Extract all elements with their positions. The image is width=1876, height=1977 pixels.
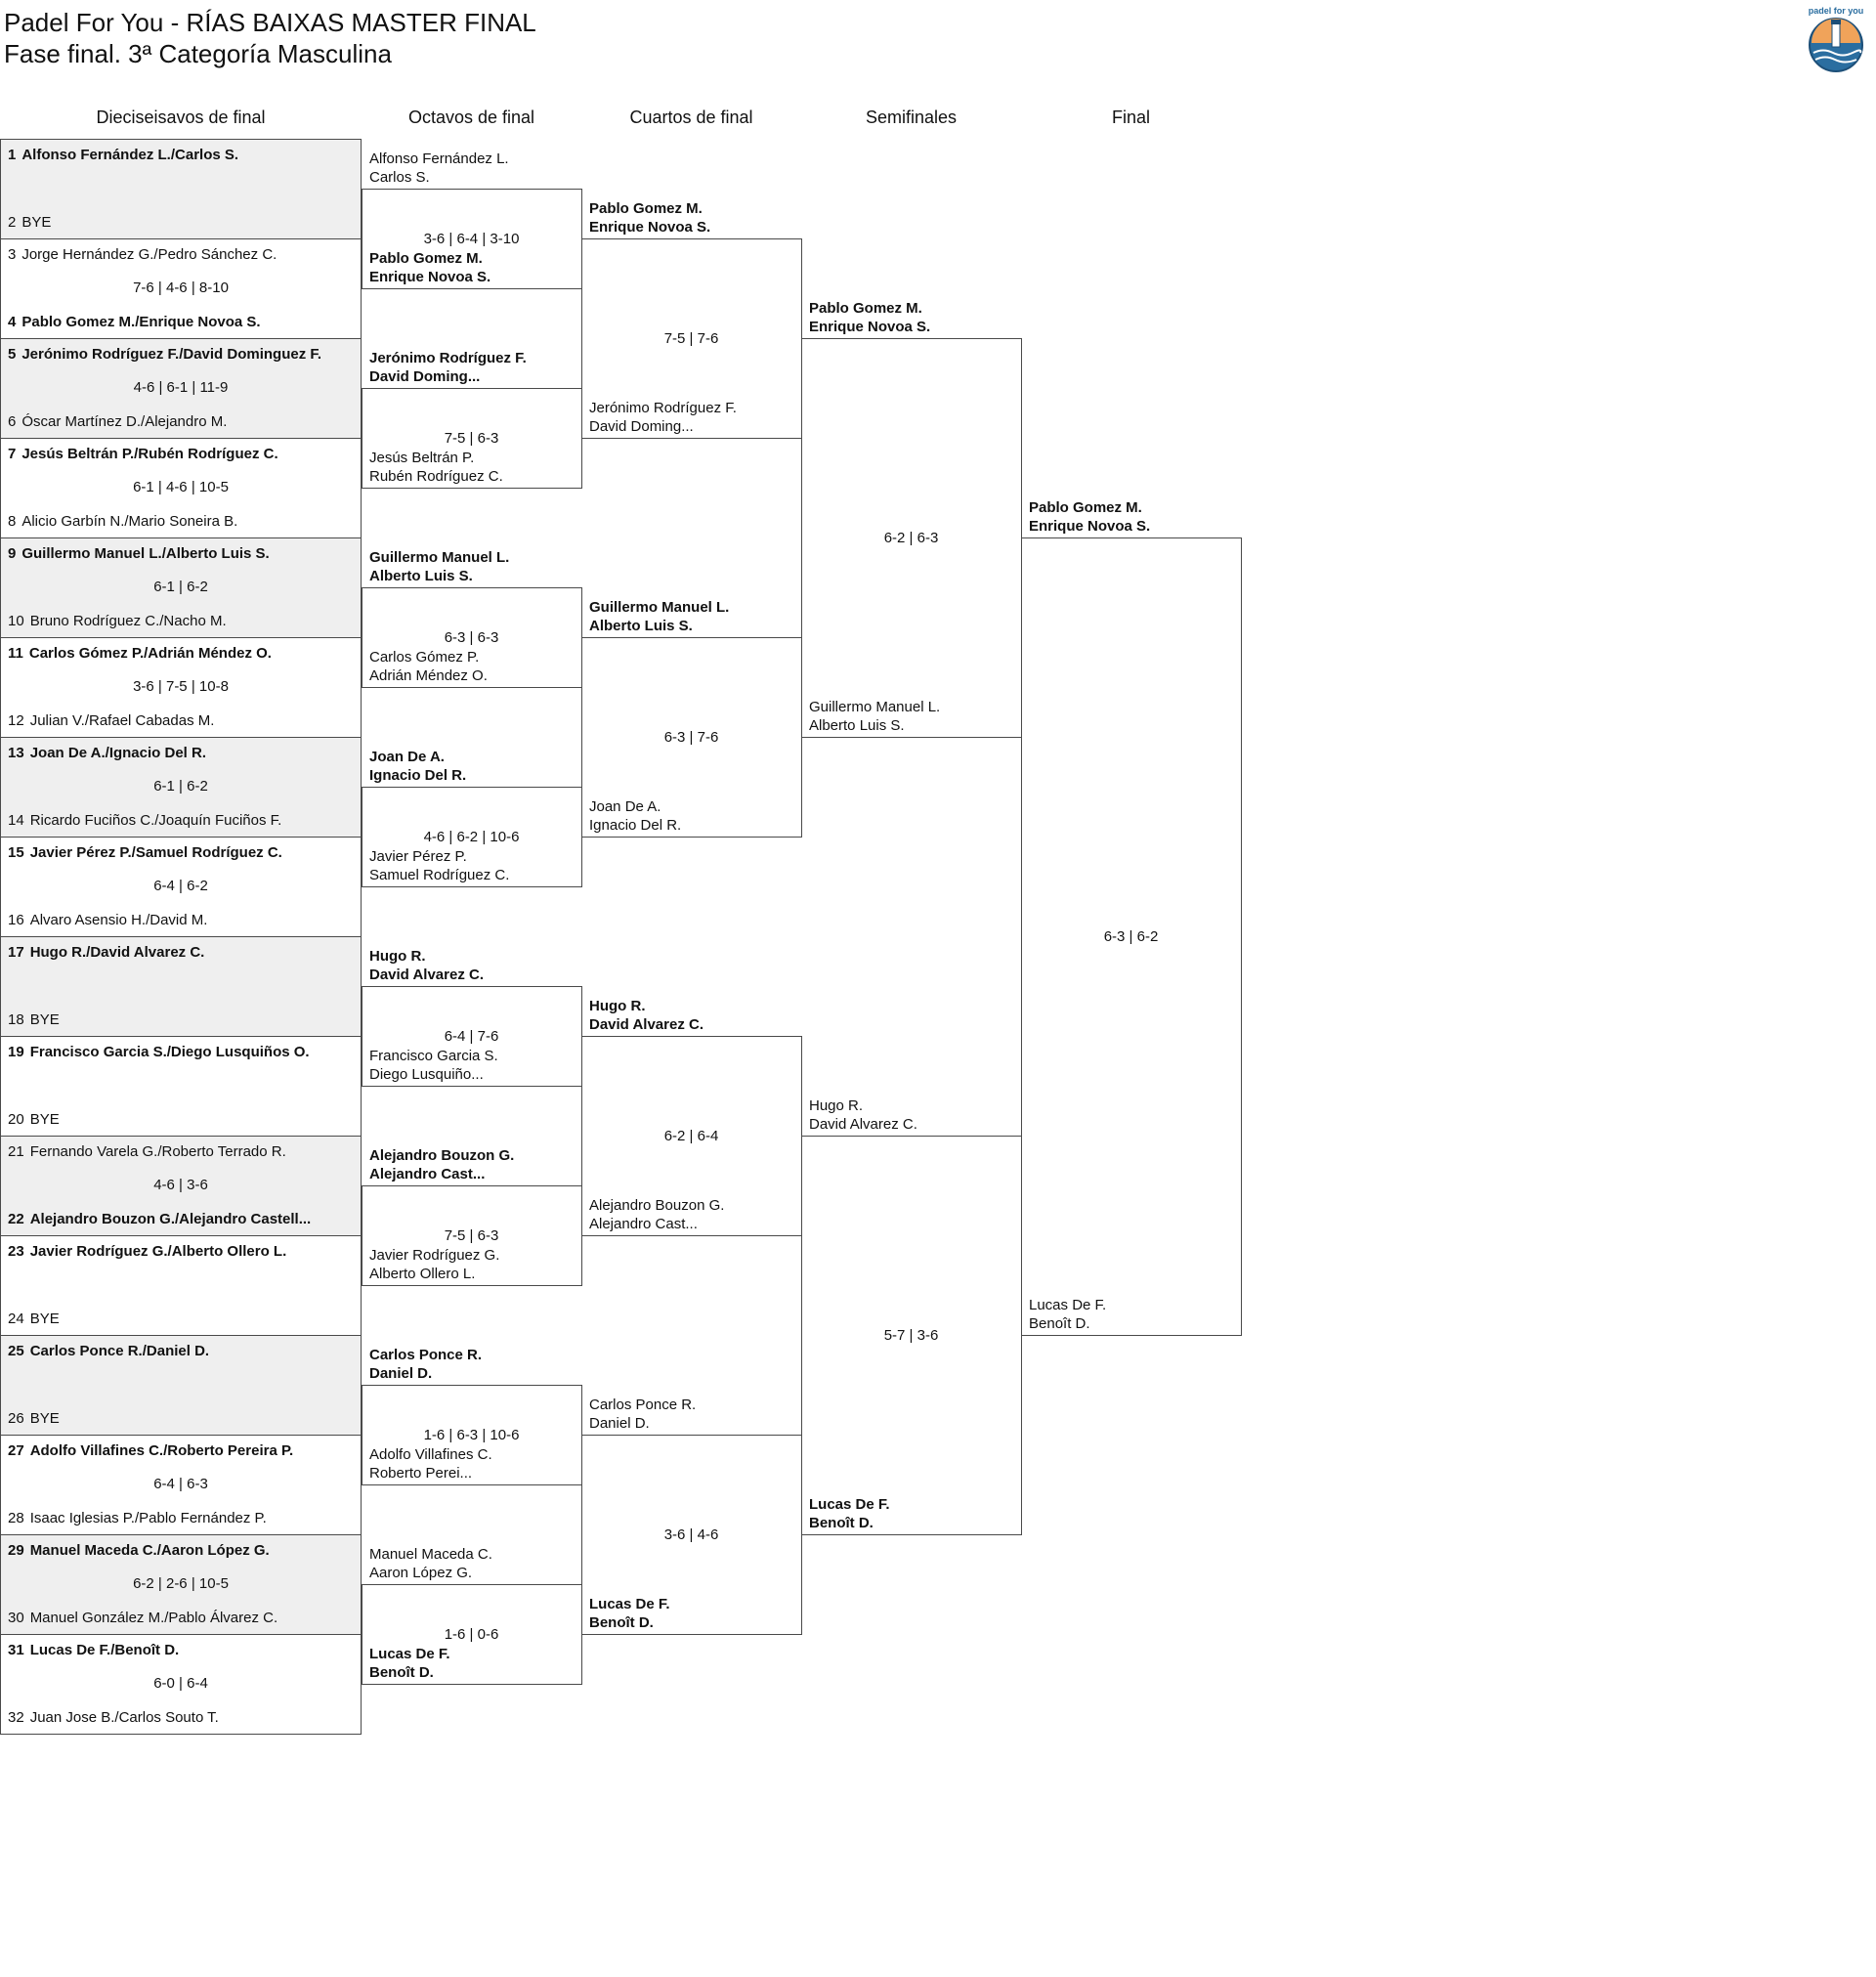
team-entry (369, 150, 509, 187)
match-score: 6-2 | 6-3 (883, 530, 939, 546)
match-score: 6-4 | 7-6 (444, 1028, 499, 1045)
seed-number: 25 (8, 1343, 24, 1359)
match-score: 4-6 | 6-1 | 11-9 (133, 379, 229, 396)
player-name: Pablo Gomez M. (589, 200, 703, 217)
player-name: Hugo R. (369, 948, 426, 965)
round-header: Final (1111, 107, 1150, 127)
player-name: Adolfo Villafines C. (369, 1446, 492, 1463)
team-entry (8, 1043, 310, 1061)
player-name: Daniel D. (589, 1415, 650, 1432)
match-score: 3-6 | 4-6 (663, 1526, 719, 1543)
match-score: 6-4 | 6-3 (153, 1476, 208, 1492)
seed-number: 15 (8, 844, 24, 861)
team-name: Guillermo Manuel L./Alberto Luis S. (21, 545, 270, 562)
team-entry (8, 445, 278, 463)
player-name: Javier Pérez P. (369, 848, 467, 865)
seed-number: 5 (8, 346, 17, 363)
team-entry (8, 345, 321, 364)
player-name: Lucas De F. (1029, 1297, 1107, 1313)
team-name: Carlos Gómez P./Adrián Méndez O. (28, 645, 272, 662)
player-name: Lucas De F. (369, 1646, 450, 1662)
team-name: Alfonso Fernández L./Carlos S. (21, 147, 239, 163)
match-score: 6-4 | 6-2 (153, 878, 208, 894)
seed-number: 30 (8, 1610, 24, 1626)
player-name: Enrique Novoa S. (369, 269, 491, 285)
team-name: BYE (29, 1311, 60, 1327)
player-name: Joan De A. (589, 798, 661, 815)
team-entry (589, 199, 710, 236)
team-entry (8, 245, 277, 264)
team-entry (8, 1441, 293, 1460)
match-score: 6-3 | 6-3 (444, 629, 499, 646)
team-entry (589, 399, 737, 436)
player-name: Alejandro Bouzon G. (369, 1147, 515, 1164)
team-entry (369, 349, 527, 386)
team-name: Alejandro Bouzon G./Alejandro Castell... (29, 1211, 312, 1227)
player-name: Enrique Novoa S. (1029, 518, 1151, 535)
team-entry (8, 811, 281, 830)
team-entry (369, 1545, 492, 1582)
seed-number: 14 (8, 812, 24, 829)
match-score: 6-2 | 6-4 (663, 1128, 719, 1144)
player-name: Carlos S. (369, 169, 430, 186)
team-entry (369, 249, 490, 286)
player-name: Aaron López G. (369, 1565, 473, 1581)
player-name: Alberto Luis S. (809, 717, 905, 734)
match-score: 4-6 | 3-6 (153, 1177, 208, 1193)
team-name: Óscar Martínez D./Alejandro M. (21, 413, 228, 430)
team-name: Fernando Varela G./Roberto Terrado R. (29, 1143, 286, 1160)
player-name: David Alvarez C. (809, 1116, 917, 1133)
team-entry (369, 947, 484, 984)
match-score: 6-2 | 2-6 | 10-5 (133, 1575, 229, 1592)
team-name: BYE (29, 1410, 60, 1427)
team-entry (809, 1096, 917, 1134)
team-entry (8, 1641, 179, 1659)
seed-number: 12 (8, 712, 24, 729)
seed-number: 3 (8, 246, 17, 263)
round-header: Cuartos de final (629, 107, 753, 127)
team-name: Javier Pérez P./Samuel Rodríguez C. (29, 844, 282, 861)
page-title: Padel For You - RÍAS BAIXAS MASTER FINAL (4, 8, 536, 37)
seed-number: 7 (8, 446, 17, 462)
player-name: Alejandro Cast... (589, 1216, 698, 1232)
team-entry (8, 911, 207, 929)
match-score: 6-3 | 7-6 (663, 729, 719, 746)
round-header: Dieciseisavos de final (96, 107, 266, 127)
team-entry (8, 1708, 219, 1727)
team-entry (8, 1609, 277, 1627)
match-score: 6-3 | 6-2 (1103, 928, 1159, 945)
team-entry (8, 213, 51, 232)
team-entry (589, 598, 729, 635)
seed-number: 8 (8, 513, 17, 530)
team-name: Bruno Rodríguez C./Nacho M. (29, 613, 227, 629)
team-entry (8, 412, 227, 431)
player-name: Alberto Ollero L. (369, 1266, 476, 1282)
seed-number: 16 (8, 912, 24, 928)
team-entry (8, 1110, 60, 1129)
team-entry (369, 748, 466, 785)
player-name: Alejandro Cast... (369, 1166, 486, 1182)
match-score: 6-0 | 6-4 (153, 1675, 208, 1692)
match-score: 7-5 | 6-3 (444, 430, 499, 447)
team-entry (8, 146, 238, 164)
team-name: Javier Rodríguez G./Alberto Ollero L. (29, 1243, 287, 1260)
team-name: Manuel Maceda C./Aaron López G. (29, 1542, 270, 1559)
seed-number: 6 (8, 413, 17, 430)
team-entry (809, 698, 940, 735)
player-name: Benoît D. (809, 1515, 874, 1531)
logo-text: padel for you (1808, 6, 1864, 16)
match-score: 7-5 | 7-6 (663, 330, 719, 347)
player-name: Francisco Garcia S. (369, 1048, 498, 1064)
team-entry (1029, 498, 1150, 536)
team-name: Adolfo Villafines C./Roberto Pereira P. (29, 1442, 294, 1459)
team-entry (809, 299, 930, 336)
seed-number: 21 (8, 1143, 24, 1160)
player-name: Carlos Ponce R. (369, 1347, 483, 1363)
match-score: 1-6 | 0-6 (444, 1626, 499, 1643)
player-name: Guillermo Manuel L. (809, 699, 941, 715)
team-entry (8, 1142, 286, 1161)
team-entry (8, 1010, 60, 1029)
team-entry (369, 1346, 482, 1383)
player-name: Jerónimo Rodríguez F. (589, 400, 737, 416)
seed-number: 32 (8, 1709, 24, 1726)
team-entry (809, 1495, 890, 1532)
match-score: 1-6 | 6-3 | 10-6 (423, 1427, 520, 1443)
player-name: Alberto Luis S. (369, 568, 473, 584)
page-subtitle: Fase final. 3ª Categoría Masculina (4, 39, 392, 68)
team-name: BYE (29, 1011, 60, 1028)
seed-number: 4 (8, 314, 17, 330)
team-entry (589, 1396, 696, 1433)
player-name: Hugo R. (809, 1097, 864, 1114)
seed-number: 28 (8, 1510, 24, 1526)
player-name: David Alvarez C. (369, 967, 484, 983)
team-entry (369, 1645, 450, 1682)
team-entry (8, 1342, 209, 1360)
player-name: Carlos Gómez P. (369, 649, 480, 666)
team-name: Manuel González M./Pablo Álvarez C. (29, 1610, 278, 1626)
match-score: 3-6 | 6-4 | 3-10 (423, 231, 520, 247)
team-entry (8, 644, 272, 663)
player-name: David Doming... (589, 418, 694, 435)
seed-number: 19 (8, 1044, 24, 1060)
seed-number: 22 (8, 1211, 24, 1227)
team-entry (8, 1242, 286, 1261)
team-name: Jorge Hernández G./Pedro Sánchez C. (21, 246, 277, 263)
team-entry (8, 843, 282, 862)
team-entry (369, 1445, 492, 1483)
team-name: Alicio Garbín N./Mario Soneira B. (21, 513, 238, 530)
match-score: 7-5 | 6-3 (444, 1227, 499, 1244)
player-name: Enrique Novoa S. (589, 219, 711, 236)
player-name: Pablo Gomez M. (1029, 499, 1142, 516)
player-name: Guillermo Manuel L. (369, 549, 510, 566)
player-name: Enrique Novoa S. (809, 319, 931, 335)
team-entry (8, 943, 204, 962)
team-entry (369, 548, 509, 585)
team-entry (8, 1509, 267, 1527)
team-entry (8, 612, 227, 630)
player-name: Benoît D. (369, 1664, 434, 1681)
match-score: 6-1 | 6-2 (153, 579, 208, 595)
player-name: Jesús Beltrán P. (369, 450, 475, 466)
player-name: Ignacio Del R. (369, 767, 467, 784)
match-score: 3-6 | 7-5 | 10-8 (133, 678, 229, 695)
seed-number: 23 (8, 1243, 24, 1260)
team-name: Pablo Gomez M./Enrique Novoa S. (21, 314, 261, 330)
team-name: Julian V./Rafael Cabadas M. (29, 712, 215, 729)
player-name: Joan De A. (369, 749, 445, 765)
player-name: Alberto Luis S. (589, 618, 693, 634)
team-name: Lucas De F./Benoît D. (29, 1642, 180, 1658)
match-score: 6-1 | 4-6 | 10-5 (133, 479, 229, 495)
team-entry (8, 744, 206, 762)
team-name: Alvaro Asensio H./David M. (29, 912, 208, 928)
team-name: Ricardo Fuciños C./Joaquín Fuciños F. (29, 812, 282, 829)
player-name: Hugo R. (589, 998, 646, 1014)
team-entry (8, 1210, 311, 1228)
team-entry (8, 1409, 60, 1428)
team-entry (8, 512, 237, 531)
player-name: Lucas De F. (589, 1596, 670, 1612)
team-entry (589, 797, 681, 835)
match-score: 4-6 | 6-2 | 10-6 (423, 829, 520, 845)
player-name: Pablo Gomez M. (809, 300, 922, 317)
team-entry (589, 1595, 670, 1632)
player-name: David Alvarez C. (589, 1016, 704, 1033)
seed-number: 2 (8, 214, 17, 231)
seed-number: 31 (8, 1642, 24, 1658)
player-name: Benoît D. (589, 1614, 654, 1631)
round-header: Semifinales (865, 107, 958, 127)
player-name: Samuel Rodríguez C. (369, 867, 510, 883)
player-name: Rubén Rodríguez C. (369, 468, 503, 485)
player-name: Pablo Gomez M. (369, 250, 483, 267)
team-entry (369, 648, 488, 685)
player-name: Ignacio Del R. (589, 817, 682, 834)
seed-number: 11 (8, 645, 23, 662)
seed-number: 24 (8, 1311, 24, 1327)
team-entry (589, 997, 704, 1034)
player-name: Javier Rodríguez G. (369, 1247, 500, 1264)
player-name: Manuel Maceda C. (369, 1546, 492, 1563)
player-name: Lucas De F. (809, 1496, 890, 1513)
player-name: David Doming... (369, 368, 481, 385)
player-name: Diego Lusquiño... (369, 1066, 484, 1083)
round-header: Octavos de final (407, 107, 535, 127)
team-entry (369, 449, 503, 486)
seed-number: 18 (8, 1011, 24, 1028)
player-name: Guillermo Manuel L. (589, 599, 730, 616)
team-name: Carlos Ponce R./Daniel D. (29, 1343, 210, 1359)
team-entry (589, 1196, 724, 1233)
match-score: 5-7 | 3-6 (883, 1327, 939, 1344)
lighthouse-logo-icon (1806, 4, 1866, 78)
team-name: Francisco Garcia S./Diego Lusquiños O. (29, 1044, 310, 1060)
seed-number: 13 (8, 745, 24, 761)
player-name: Daniel D. (369, 1365, 433, 1382)
player-name: Alfonso Fernández L. (369, 150, 509, 167)
team-entry (369, 1246, 499, 1283)
team-name: Joan De A./Ignacio Del R. (29, 745, 207, 761)
team-entry (1029, 1296, 1106, 1333)
team-entry (8, 1541, 270, 1560)
seed-number: 20 (8, 1111, 24, 1128)
match-score: 6-1 | 6-2 (153, 778, 208, 795)
team-name: Juan Jose B./Carlos Souto T. (29, 1709, 219, 1726)
team-entry (8, 711, 214, 730)
player-name: Jerónimo Rodríguez F. (369, 350, 527, 366)
team-entry (369, 1146, 514, 1183)
seed-number: 9 (8, 545, 17, 562)
team-entry (369, 847, 509, 884)
player-name: Carlos Ponce R. (589, 1397, 697, 1413)
seed-number: 1 (8, 147, 17, 163)
player-name: Roberto Perei... (369, 1465, 473, 1482)
team-name: Jesús Beltrán P./Rubén Rodríguez C. (21, 446, 278, 462)
team-name: Jerónimo Rodríguez F./David Dominguez F. (21, 346, 322, 363)
player-name: Alejandro Bouzon G. (589, 1197, 725, 1214)
seed-number: 10 (8, 613, 24, 629)
team-name: BYE (21, 214, 52, 231)
player-name: Adrián Méndez O. (369, 667, 488, 684)
seed-number: 27 (8, 1442, 24, 1459)
team-name: BYE (29, 1111, 60, 1128)
team-name: Hugo R./David Alvarez C. (29, 944, 205, 961)
seed-number: 29 (8, 1542, 24, 1559)
team-entry (8, 1310, 60, 1328)
team-entry (8, 544, 270, 563)
seed-number: 26 (8, 1410, 24, 1427)
team-name: Isaac Iglesias P./Pablo Fernández P. (29, 1510, 267, 1526)
match-score: 7-6 | 4-6 | 8-10 (133, 279, 229, 296)
team-entry (369, 1047, 498, 1084)
player-name: Benoît D. (1029, 1315, 1090, 1332)
seed-number: 17 (8, 944, 24, 961)
team-entry (8, 313, 261, 331)
